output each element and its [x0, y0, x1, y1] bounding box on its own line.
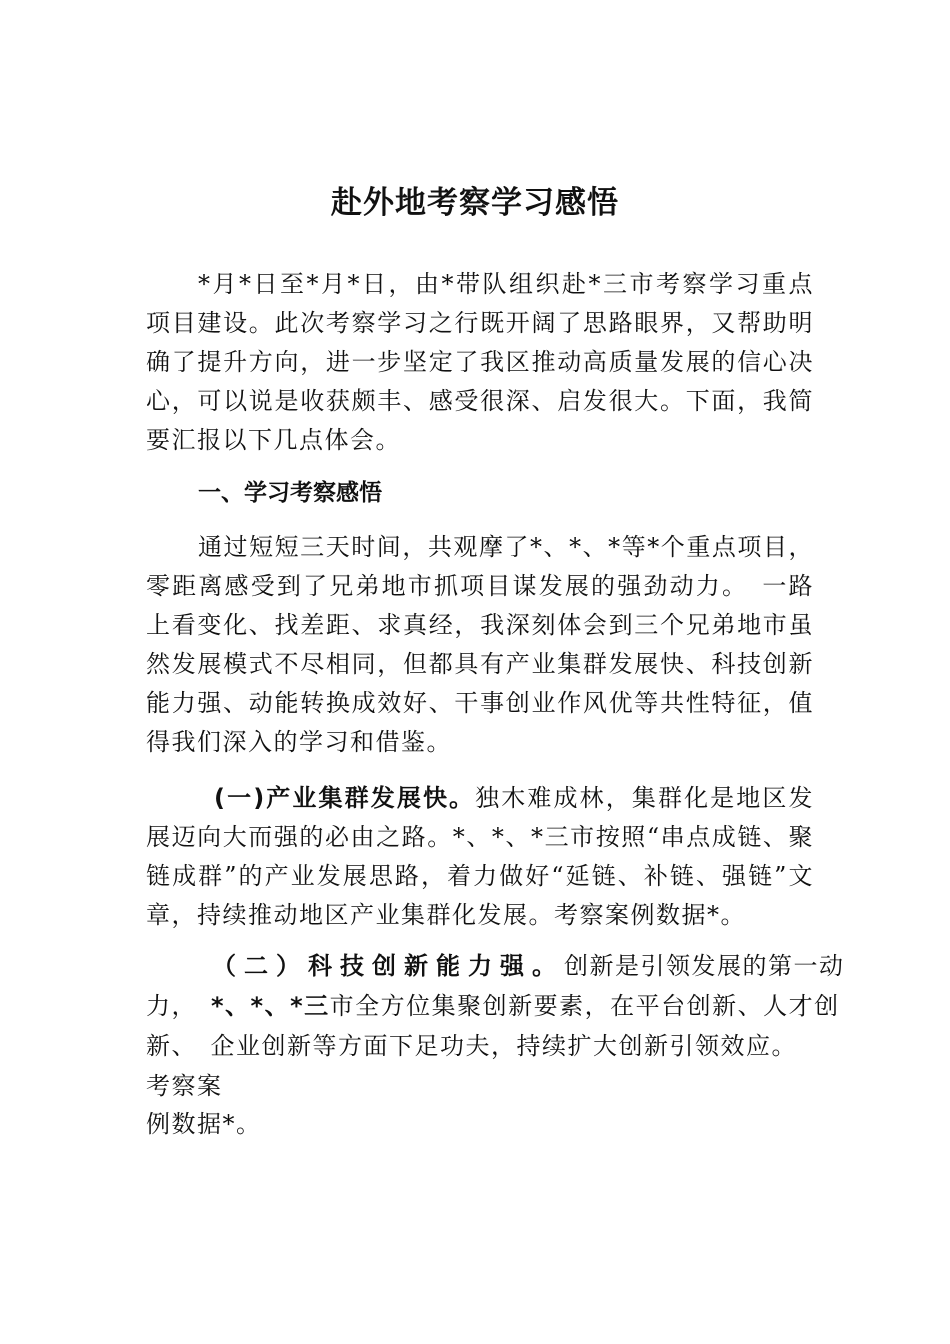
- point-two-fourth-line: 考察案: [146, 1072, 223, 1100]
- intro-paragraph: *月*日至*月*日，由*带队组织赴*三市考察学习重点项目建设。此次考察学习之行既开阔了思路眼界，又帮助明确了提升方向，进一步坚定了我区推动高质量发展的信心决心，可以说是收获颇丰、感受很深、启发很大。下面，我简要汇报以下几点体会。: [146, 270, 814, 454]
- point-two-line2-bold: *、*、*三: [211, 992, 330, 1020]
- point-two-first-line: [212, 946, 845, 981]
- point-two-line2-start: 力，: [146, 992, 197, 1020]
- point-two-third-line: 新、 企业创新等方面下足功夫，持续扩大创新引领效应。: [146, 1032, 797, 1060]
- point-two-second-line: [146, 986, 840, 1021]
- point-one-lead: (一)产业集群发展快。: [214, 784, 476, 812]
- point-one-body: 独木难成林，集群化是地区发展迈向大而强的必由之路。*、*、*三市按照“串点成链、聚链成群”的产业发展思路，着力做好“延链、补链、强链”文章，持续推动地区产业集群化发展。考察案例数据*。: [146, 784, 815, 929]
- point-one-paragraph: [146, 779, 814, 935]
- point-two-line2-rest: 市全方位集聚创新要素，在平台创新、人才创: [329, 992, 840, 1020]
- document-title: 赴外地考察学习感悟: [331, 185, 619, 221]
- section-heading: 一、学习考察感悟: [198, 480, 382, 506]
- point-two-lead: （二）科技创新能力强。: [212, 952, 564, 980]
- point-two-body-line1: 创新是引领发展的第一动: [564, 952, 845, 980]
- point-two-fifth-line: 例数据*。: [146, 1110, 262, 1138]
- section-body-paragraph: 通过短短三天时间，共观摩了*、*、*等*个重点项目，零距离感受到了兄弟地市抓项目谋发展的强劲动力。 一路上看变化、找差距、求真经，我深刻体会到三个兄弟地市虽然发展模式不尽相同，但都具有产业集群发展快、科技创新能力强、动能转换成效好、干事创业作风优等共性特征，值得我们深入的学习和借鉴。: [146, 533, 814, 756]
